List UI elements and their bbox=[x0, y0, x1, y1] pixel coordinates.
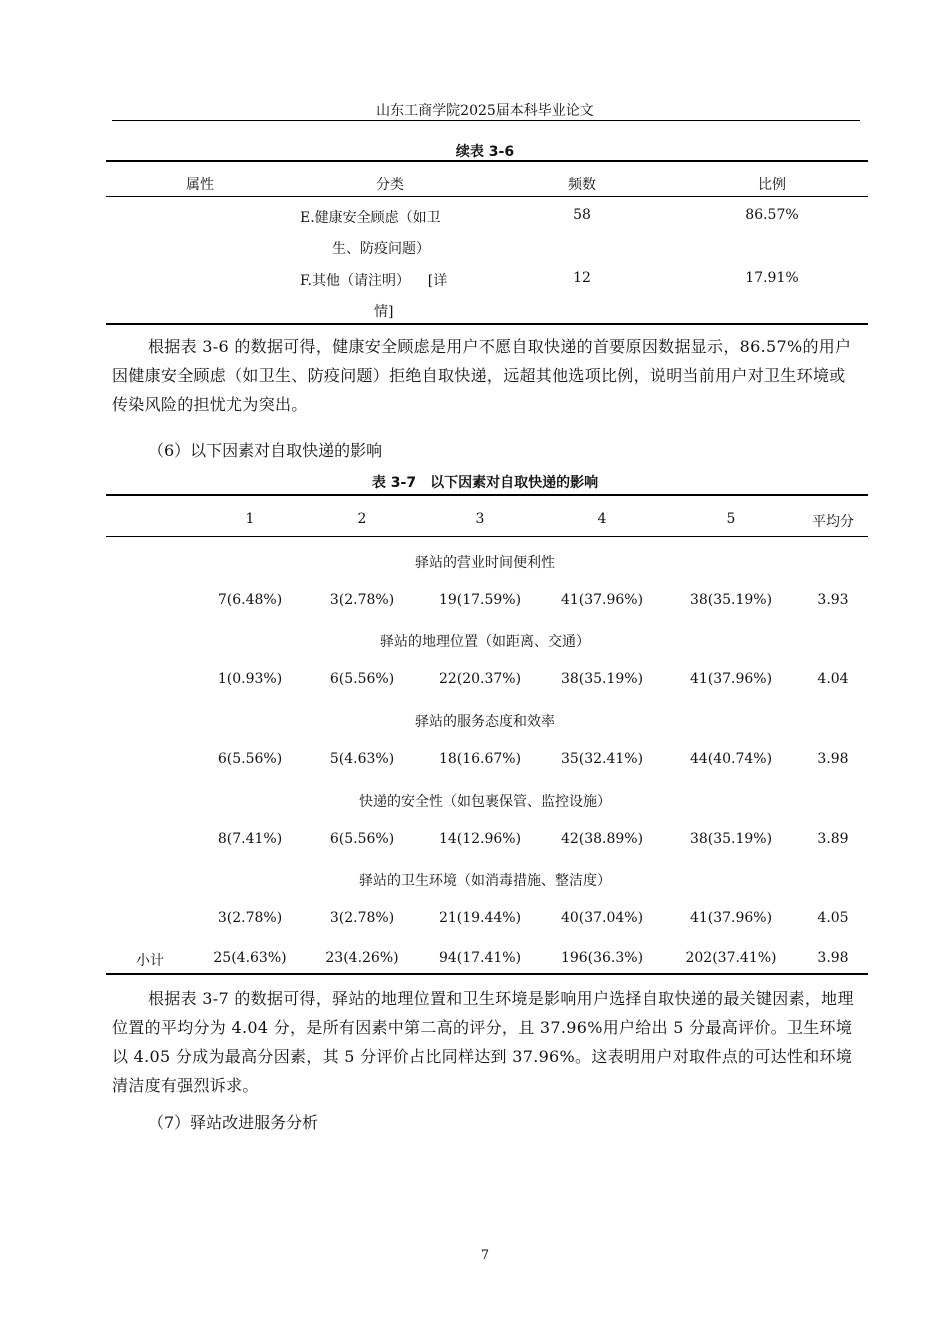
table-3-7-group-title: 快递的安全性（如包裹保管、监控设施） bbox=[359, 794, 611, 810]
table-3-7-subtotal-cell: 23(4.26%) bbox=[325, 950, 399, 966]
table-3-7-cell: 41(37.96%) bbox=[560, 592, 644, 608]
header-rule bbox=[112, 120, 860, 121]
table-3-6-row-e-category-line1: E.健康安全顾虑（如卫 bbox=[300, 210, 441, 226]
table-3-7-header-col-1: 1 bbox=[245, 511, 255, 527]
table-3-7-cell: 41(37.96%) bbox=[689, 671, 773, 687]
table-3-7-cell: 5(4.63%) bbox=[329, 751, 395, 767]
table-3-7-subtotal-cell: 25(4.63%) bbox=[213, 950, 287, 966]
table-3-6-row-f-category-line2: 情] bbox=[374, 304, 394, 320]
table-3-7-cell: 22(20.37%) bbox=[438, 671, 522, 687]
table-3-7-cell: 21(19.44%) bbox=[438, 910, 522, 926]
table-3-6-row-f-count: 12 bbox=[573, 270, 591, 286]
table-3-7-cell: 42(38.89%) bbox=[560, 831, 644, 847]
table-3-7-cell: 3.93 bbox=[817, 592, 849, 608]
table-3-7-header-col-5: 5 bbox=[726, 511, 736, 527]
table-3-7-subtotal-label: 小计 bbox=[136, 953, 164, 969]
table-3-7-header-col-6: 平均分 bbox=[812, 514, 854, 530]
table-3-7-header-rule bbox=[106, 536, 868, 537]
table-3-6-header-attr: 属性 bbox=[186, 177, 214, 193]
analysis-paragraph-3-6: 根据表 3-6 的数据可得，健康安全顾虑是用户不愿自取快递的首要原因数据显示，86.57%的用户因健康安全顾虑（如卫生、防疫问题）拒绝自取快递，远超其他选项比例，说明当前用户对卫生环境或传染风险的担忧尤为突出。 bbox=[112, 337, 852, 414]
table-3-6-header-count: 频数 bbox=[568, 177, 596, 193]
table-3-6-row-e-category-line2: 生、防疫问题） bbox=[332, 241, 430, 257]
table-3-7-cell: 3(2.78%) bbox=[329, 592, 395, 608]
table-3-7-cell: 35(32.41%) bbox=[560, 751, 644, 767]
table-3-7-cell: 18(16.67%) bbox=[438, 751, 522, 767]
table-3-7-cell: 38(35.19%) bbox=[689, 592, 773, 608]
table-3-7-cell: 8(7.41%) bbox=[217, 831, 283, 847]
table-3-6-row-e-count: 58 bbox=[573, 207, 591, 223]
table-3-6-header-category: 分类 bbox=[376, 177, 404, 193]
table-3-6-row-f-ratio: 17.91% bbox=[745, 270, 799, 286]
table-3-6-caption: 续表 3-6 bbox=[455, 144, 515, 160]
table-3-7-cell: 6(5.56%) bbox=[217, 751, 283, 767]
table-3-7-top-rule bbox=[106, 494, 868, 496]
table-3-7-header-col-4: 4 bbox=[597, 511, 607, 527]
table-3-7-subtotal-cell: 3.98 bbox=[817, 950, 849, 966]
table-3-7-cell: 44(40.74%) bbox=[689, 751, 773, 767]
table-3-7-cell: 4.04 bbox=[817, 671, 849, 687]
table-3-7-group-title: 驿站的营业时间便利性 bbox=[415, 555, 555, 571]
table-3-7-cell: 14(12.96%) bbox=[438, 831, 522, 847]
table-3-7-cell: 6(5.56%) bbox=[329, 671, 395, 687]
section-6-heading: （6）以下因素对自取快递的影响 bbox=[148, 441, 383, 460]
table-3-7-group-title: 驿站的地理位置（如距离、交通） bbox=[380, 634, 590, 650]
table-3-7-group-title: 驿站的服务态度和效率 bbox=[415, 714, 555, 730]
table-3-7-cell: 1(0.93%) bbox=[217, 671, 283, 687]
table-3-7-subtotal-cell: 196(36.3%) bbox=[560, 950, 644, 966]
table-3-7-caption: 表 3-7 以下因素对自取快递的影响 bbox=[371, 475, 599, 491]
table-3-7-cell: 3.98 bbox=[817, 751, 849, 767]
table-3-7-cell: 3(2.78%) bbox=[329, 910, 395, 926]
table-3-6-header-ratio: 比例 bbox=[758, 177, 786, 193]
table-3-7-subtotal-cell: 94(17.41%) bbox=[438, 950, 522, 966]
table-3-7-cell: 7(6.48%) bbox=[217, 592, 283, 608]
running-header: 山东工商学院2025届本科毕业论文 bbox=[376, 103, 594, 119]
table-3-6-bottom-rule bbox=[106, 323, 868, 325]
table-3-7-cell: 4.05 bbox=[817, 910, 849, 926]
page-number: 7 bbox=[480, 1248, 490, 1263]
table-3-7-cell: 40(37.04%) bbox=[560, 910, 644, 926]
table-3-7-subtotal-cell: 202(37.41%) bbox=[685, 950, 777, 966]
table-3-6-row-e-ratio: 86.57% bbox=[745, 207, 799, 223]
table-3-7-cell: 3.89 bbox=[817, 831, 849, 847]
table-3-7-cell: 19(17.59%) bbox=[438, 592, 522, 608]
analysis-paragraph-3-7: 根据表 3-7 的数据可得，驿站的地理位置和卫生环境是影响用户选择自取快递的最关键因素，地理位置的平均分为 4.04 分，是所有因素中第二高的评分，且 37.96%用户给出 5 分最高评价。卫生环境以 4.05 分成为最高分因素，其 5 分评价占比同样达到 37.96%。这表明用户对取件点的可达性和环境清洁度有强烈诉求。 bbox=[112, 989, 854, 1095]
table-3-7-group-title: 驿站的卫生环境（如消毒措施、整洁度） bbox=[359, 873, 611, 889]
table-3-7-header-col-2: 2 bbox=[357, 511, 367, 527]
table-3-7-cell: 41(37.96%) bbox=[689, 910, 773, 926]
table-3-7-cell: 38(35.19%) bbox=[560, 671, 644, 687]
table-3-7-header-col-3: 3 bbox=[475, 511, 485, 527]
table-3-7-cell: 6(5.56%) bbox=[329, 831, 395, 847]
table-3-7-cell: 3(2.78%) bbox=[217, 910, 283, 926]
table-3-6-row-f-category-line1: F.其他（请注明） [详 bbox=[300, 273, 448, 289]
section-7-heading: （7）驿站改进服务分析 bbox=[148, 1113, 319, 1132]
table-3-6-top-rule bbox=[106, 160, 868, 162]
table-3-7-bottom-rule bbox=[106, 973, 868, 975]
table-3-7-cell: 38(35.19%) bbox=[689, 831, 773, 847]
table-3-6-header-rule bbox=[106, 196, 868, 197]
